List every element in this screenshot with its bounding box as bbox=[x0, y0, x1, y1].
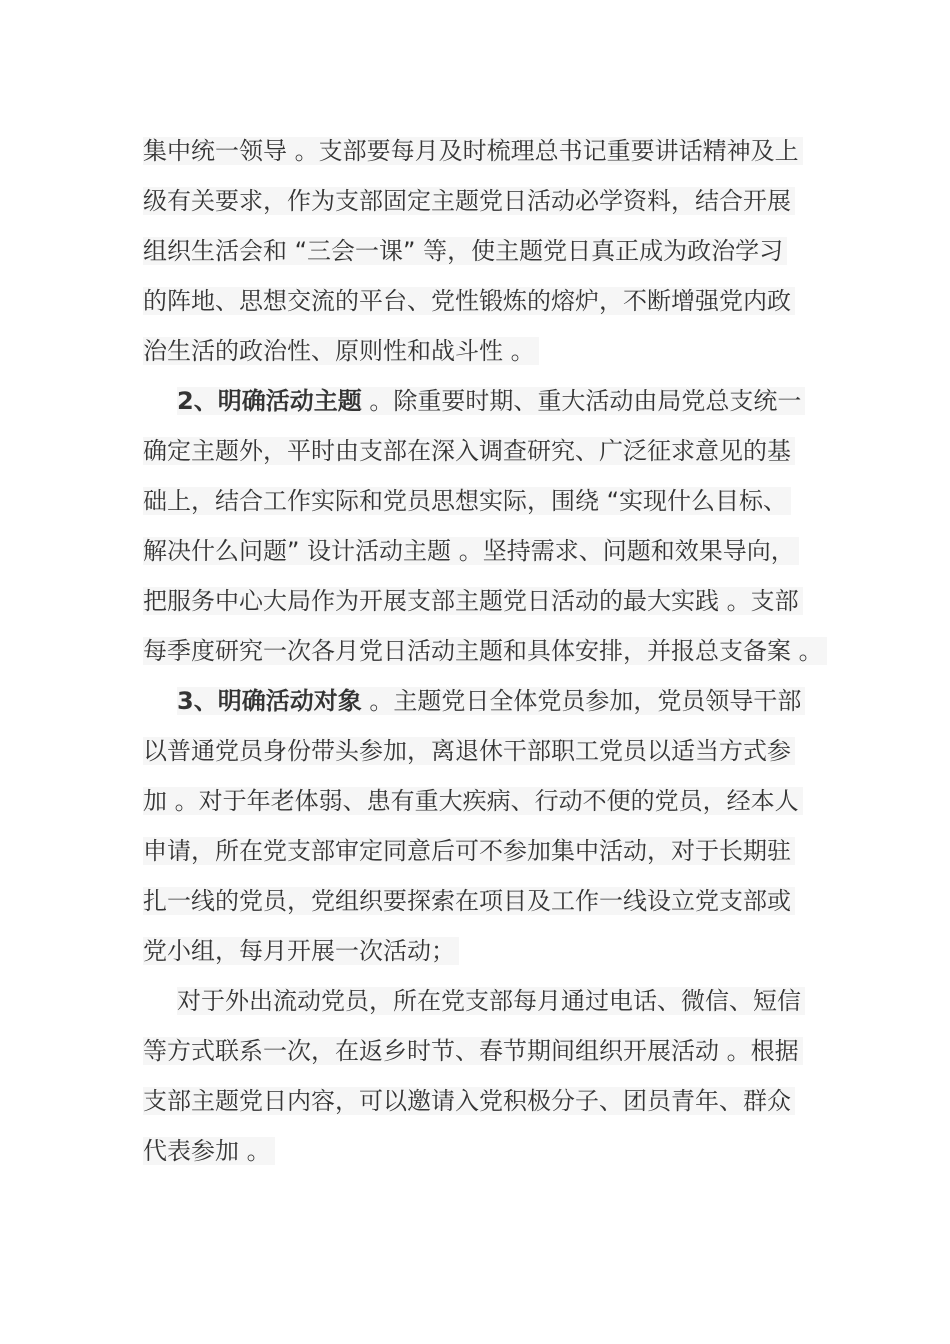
paragraph-4 bbox=[143, 976, 803, 1176]
text-line: 3、明确活动对象 。主题党日全体党员参加，党员领导干部 bbox=[143, 676, 803, 726]
section-heading: 2、明确活动主题 bbox=[177, 387, 362, 415]
text-line: 治生活的政治性、原则性和战斗性 。 bbox=[143, 326, 803, 376]
paragraph-1 bbox=[143, 126, 803, 376]
text-line: 对于外出流动党员，所在党支部每月通过电话、微信、短信 bbox=[143, 976, 803, 1026]
text-line: 2、明确活动主题 。除重要时期、重大活动由局党总支统一 bbox=[143, 376, 803, 426]
text-line: 础上，结合工作实际和党员思想实际，围绕 “实现什么目标、 bbox=[143, 476, 803, 526]
text-line: 确定主题外，平时由支部在深入调查研究、广泛征求意见的基 bbox=[143, 426, 803, 476]
text-line: 的阵地、思想交流的平台、党性锻炼的熔炉，不断增强党内政 bbox=[143, 276, 803, 326]
text-line: 集中统一领导 。支部要每月及时梳理总书记重要讲话精神及上 bbox=[143, 126, 803, 176]
text-line: 每季度研究一次各月党日活动主题和具体安排，并报总支备案 。 bbox=[143, 626, 803, 676]
text-line: 等方式联系一次，在返乡时节、春节期间组织开展活动 。根据 bbox=[143, 1026, 803, 1076]
text-line: 以普通党员身份带头参加，离退休干部职工党员以适当方式参 bbox=[143, 726, 803, 776]
text-line: 申请，所在党支部审定同意后可不参加集中活动，对于长期驻 bbox=[143, 826, 803, 876]
paragraph-2 bbox=[143, 376, 823, 676]
document-body bbox=[143, 126, 823, 1176]
text-line: 组织生活会和 “三会一课” 等，使主题党日真正成为政治学习 bbox=[143, 226, 803, 276]
section-heading: 3、明确活动对象 bbox=[177, 687, 362, 715]
text-line: 把服务中心大局作为开展支部主题党日活动的最大实践 。支部 bbox=[143, 576, 803, 626]
text-line: 级有关要求，作为支部固定主题党日活动必学资料，结合开展 bbox=[143, 176, 803, 226]
text-line: 支部主题党日内容，可以邀请入党积极分子、团员青年、群众 bbox=[143, 1076, 803, 1126]
text-line: 党小组，每月开展一次活动； bbox=[143, 926, 803, 976]
text-line: 加 。对于年老体弱、患有重大疾病、行动不便的党员，经本人 bbox=[143, 776, 803, 826]
text-line: 扎一线的党员，党组织要探索在项目及工作一线设立党支部或 bbox=[143, 876, 803, 926]
paragraph-3 bbox=[143, 676, 803, 976]
text-line: 解决什么问题” 设计活动主题 。坚持需求、问题和效果导向， bbox=[143, 526, 803, 576]
text-line: 代表参加 。 bbox=[143, 1126, 803, 1176]
